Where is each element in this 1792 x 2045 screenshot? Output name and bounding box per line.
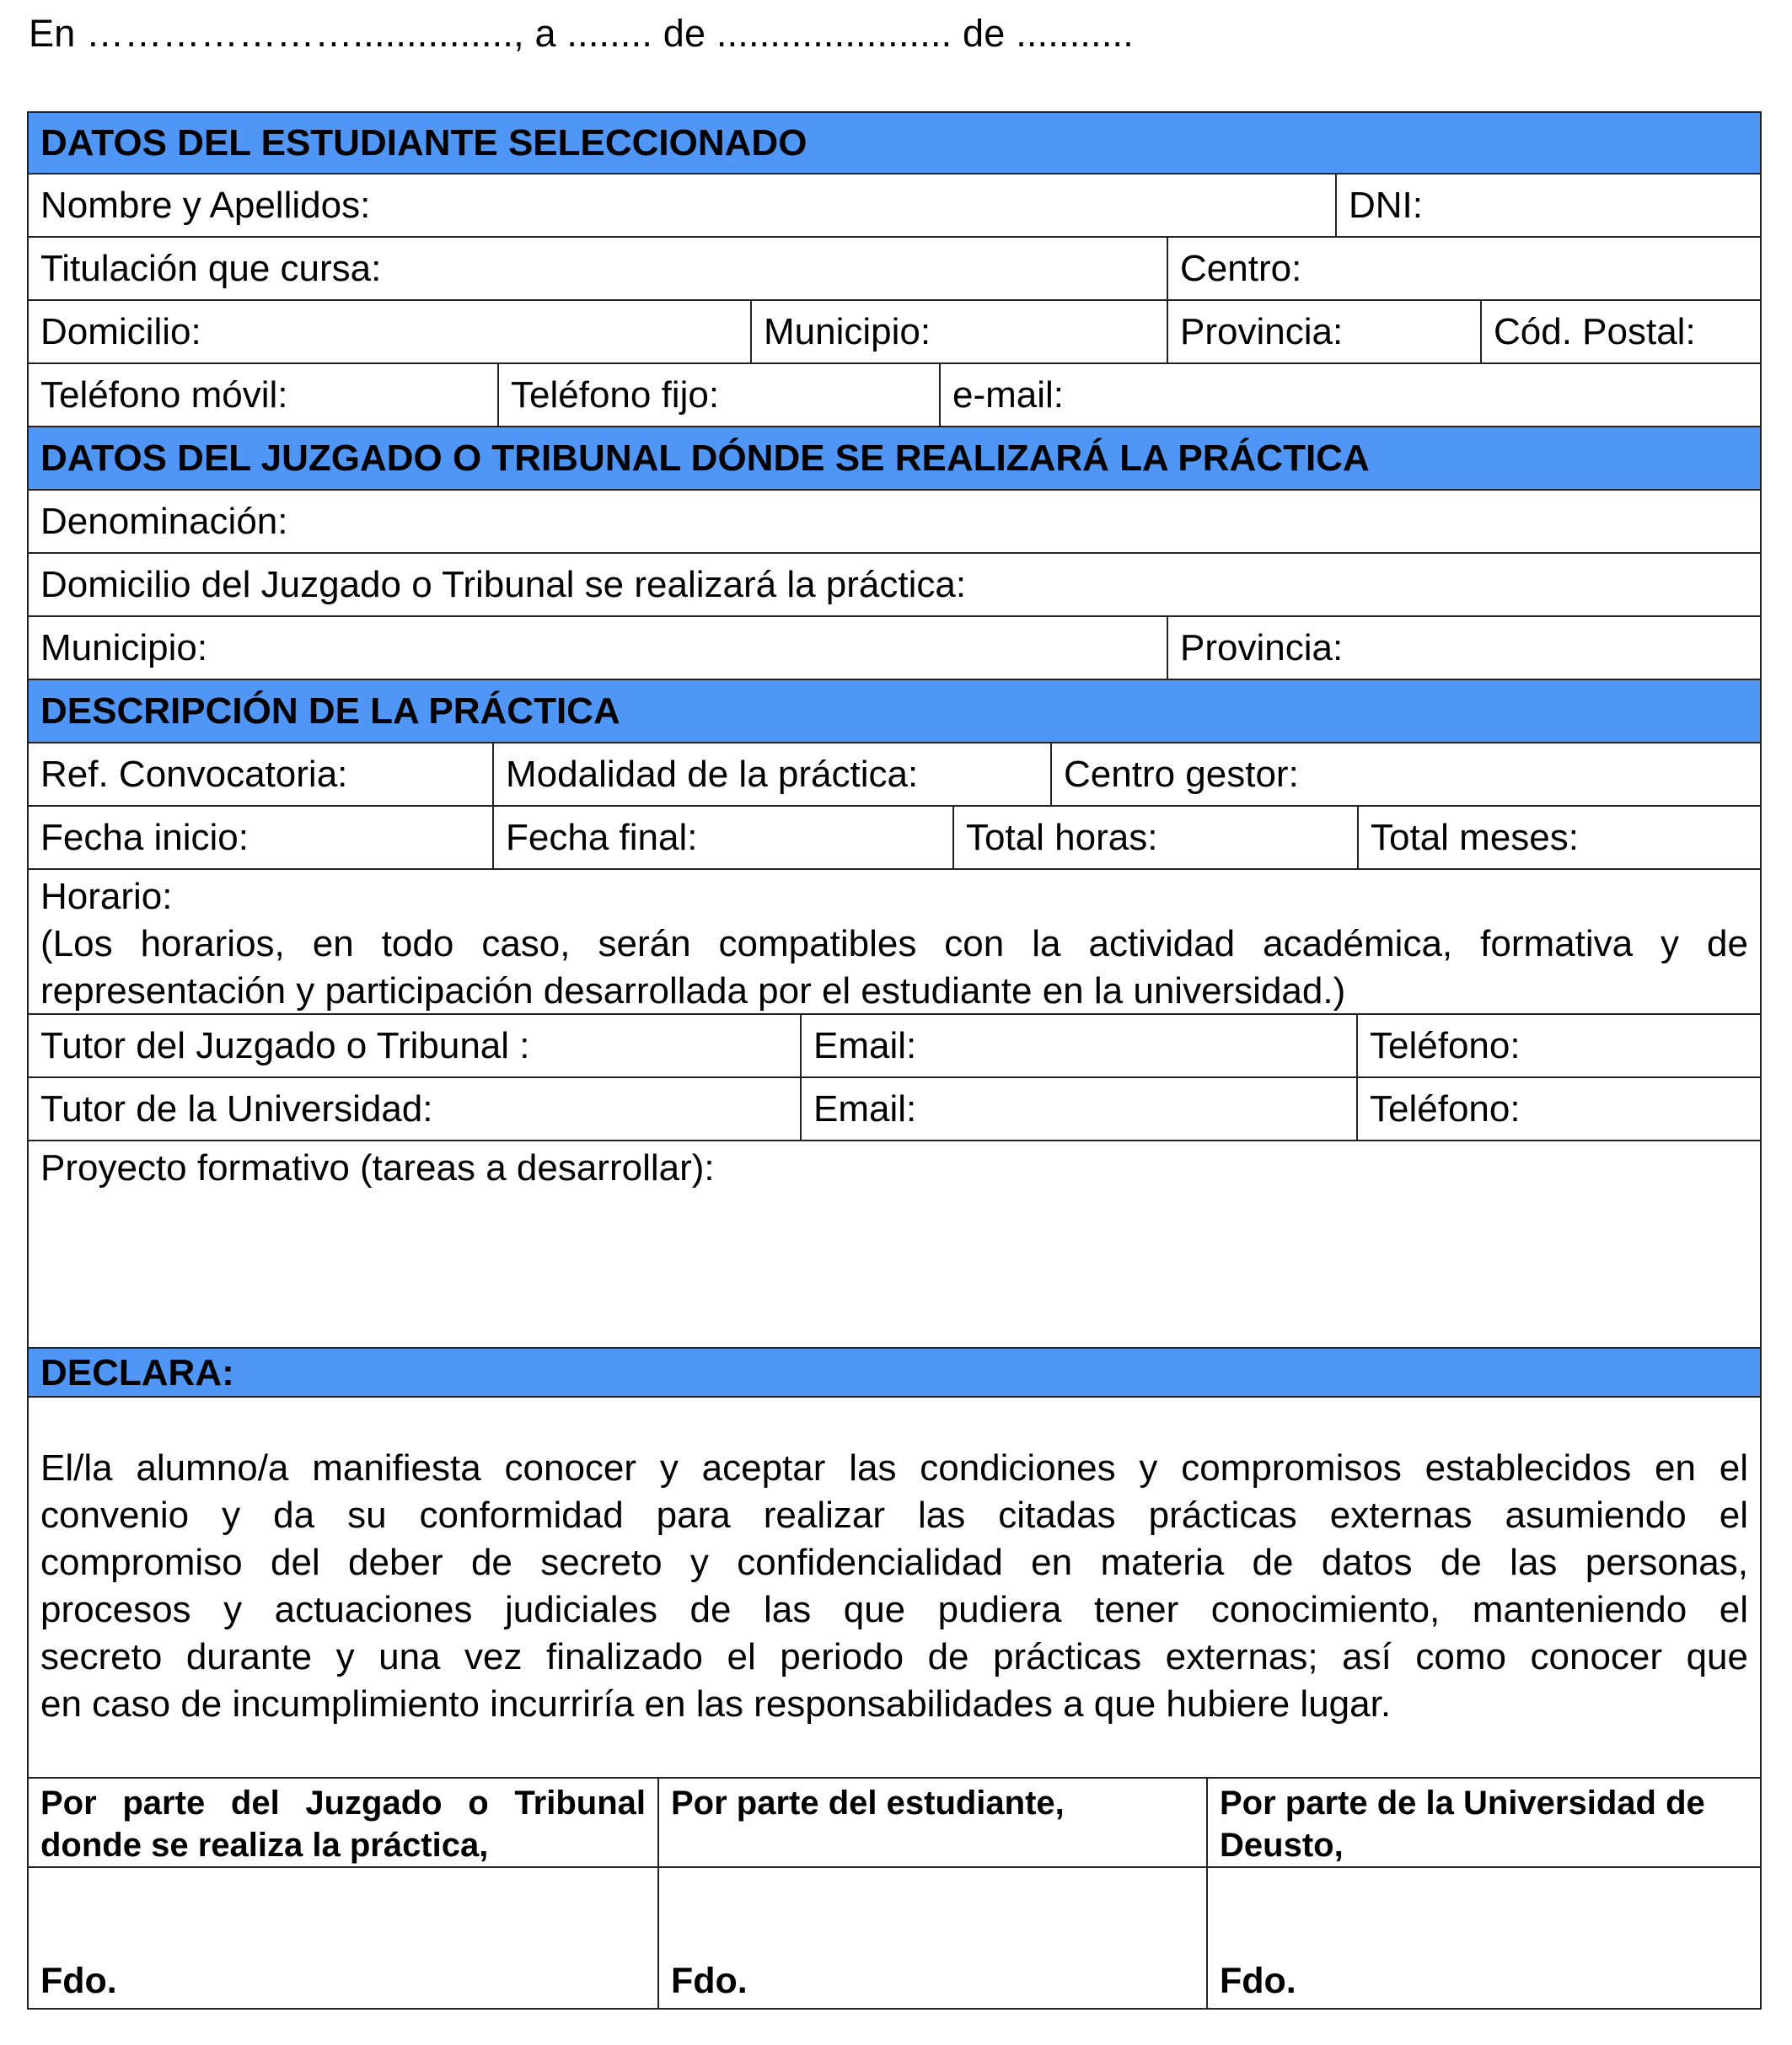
signature-university-line: Deusto, [1220, 1827, 1344, 1864]
uni-tutor-email-field[interactable]: Email: [802, 1078, 1358, 1140]
section-title: DESCRIPCIÓN DE LA PRÁCTICA [40, 690, 620, 732]
student-name-field[interactable]: Nombre y Apellidos: [29, 174, 1337, 236]
section-title: DATOS DEL JUZGADO O TRIBUNAL DÓNDE SE REALIZARÁ LA PRÁCTICA [40, 437, 1370, 479]
section-title: DECLARA: [40, 1351, 234, 1393]
form-row [27, 1078, 1762, 1141]
practice-hours-field[interactable]: Total horas: [954, 807, 1359, 868]
declaration-line: en caso de incumplimiento incurriría en las responsabilidades a que hubiere lugar. [40, 1683, 1392, 1725]
practice-manager-field[interactable]: Centro gestor: [1064, 754, 1299, 795]
signature-student-line: Por parte del estudiante, [671, 1785, 1065, 1822]
practice-end-field[interactable]: Fecha final: [494, 807, 954, 868]
student-centre-field[interactable]: Centro: [1180, 248, 1302, 289]
student-email-field[interactable]: e-mail: [952, 374, 1065, 416]
signature-university-line: Por parte de la Universidad de [1220, 1785, 1705, 1822]
student-municipality-field[interactable]: Municipio: [752, 301, 1168, 362]
form-row [27, 364, 1762, 427]
student-address-field[interactable]: Domicilio: [29, 301, 752, 362]
court-tutor-field[interactable]: Tutor del Juzgado o Tribunal : [29, 1015, 802, 1076]
declaration-text [29, 1398, 1760, 1777]
signature-header-row [27, 1779, 1762, 1868]
declaration-body [27, 1398, 1762, 1779]
court-tutor-email-field[interactable]: Email: [802, 1015, 1358, 1076]
student-mobile-field[interactable]: Teléfono móvil: [29, 364, 499, 426]
student-landline-field[interactable]: Teléfono fijo: [499, 364, 941, 426]
form-row [27, 554, 1762, 617]
signature-court-line: donde se realiza la práctica, [40, 1827, 489, 1864]
student-dni-field[interactable]: DNI: [1349, 185, 1423, 226]
section-header-court [27, 427, 1762, 491]
schedule-note-line: representación y participación desarrollada por el estudiante en la universidad.) [40, 970, 1346, 1012]
declaration-line: procesos y actuaciones judiciales de las que pudiera tener conocimiento, manteniendo el [40, 1589, 1748, 1630]
place-date-line: En …………………..............., a ........ de ...................... de ........... [29, 12, 1134, 55]
declaration-line: El/la alumno/a manifiesta conocer y aceptar las condiciones y compromisos establecidos en el [40, 1447, 1748, 1489]
form-row [27, 174, 1762, 238]
signature-box-row [27, 1868, 1762, 2010]
signature-university-label [1208, 1779, 1760, 1866]
practice-ref-field[interactable]: Ref. Convocatoria: [29, 743, 494, 805]
declaration-line: convenio y da su conformidad para realizar las citadas prácticas externas asumiendo el [40, 1495, 1748, 1536]
signature-student-box[interactable]: Fdo. [659, 1868, 1208, 2008]
court-tutor-phone-field[interactable]: Teléfono: [1370, 1025, 1521, 1066]
student-postal-field[interactable]: Cód. Postal: [1494, 311, 1696, 352]
declaration-line: compromiso del deber de secreto y confidencialidad en materia de datos de las personas, [40, 1542, 1748, 1583]
practice-schedule-field[interactable] [29, 870, 1760, 1013]
schedule-note-line: (Los horarios, en todo caso, serán compatibles con la actividad académica, formativa y de [40, 923, 1748, 964]
student-degree-field[interactable]: Titulación que cursa: [29, 238, 1168, 299]
student-province-field[interactable]: Provincia: [1168, 301, 1482, 362]
practice-modality-field[interactable]: Modalidad de la práctica: [494, 743, 1052, 805]
practice-months-field[interactable]: Total meses: [1371, 817, 1579, 858]
section-header-student [27, 111, 1762, 174]
project-field[interactable]: Proyecto formativo (tareas a desarrollar): [40, 1147, 715, 1189]
schedule-label: Horario: [40, 876, 173, 917]
section-header-declaration [27, 1349, 1762, 1398]
section-header-practice [27, 680, 1762, 743]
signature-court-box[interactable]: Fdo. [29, 1868, 659, 2008]
court-denomination-field[interactable]: Denominación: [40, 501, 288, 542]
practice-start-field[interactable]: Fecha inicio: [29, 807, 494, 868]
form-row [27, 870, 1762, 1015]
form-row [27, 1015, 1762, 1078]
declaration-line: secreto durante y una vez finalizado el periodo de prácticas externas; así como conocer que [40, 1636, 1748, 1677]
court-province-field[interactable]: Provincia: [1180, 627, 1344, 668]
section-title: DATOS DEL ESTUDIANTE SELECCIONADO [40, 122, 807, 164]
court-address-field[interactable]: Domicilio del Juzgado o Tribunal se realizará la práctica: [40, 564, 967, 605]
form-row [27, 807, 1762, 870]
form-row [27, 617, 1762, 680]
uni-tutor-field[interactable]: Tutor de la Universidad: [29, 1078, 802, 1140]
signature-court-label [29, 1779, 659, 1866]
form-row [27, 301, 1762, 364]
practice-form [27, 111, 1762, 2010]
signature-student-label [659, 1779, 1208, 1866]
form-row [27, 1141, 1762, 1349]
signature-court-line: Por parte del Juzgado o Tribunal [40, 1785, 646, 1822]
uni-tutor-phone-field[interactable]: Teléfono: [1370, 1088, 1521, 1130]
form-row [27, 743, 1762, 807]
form-row [27, 238, 1762, 301]
court-municipality-field[interactable]: Municipio: [29, 617, 1168, 679]
form-row [27, 491, 1762, 554]
signature-university-box[interactable]: Fdo. [1220, 1961, 1296, 2002]
